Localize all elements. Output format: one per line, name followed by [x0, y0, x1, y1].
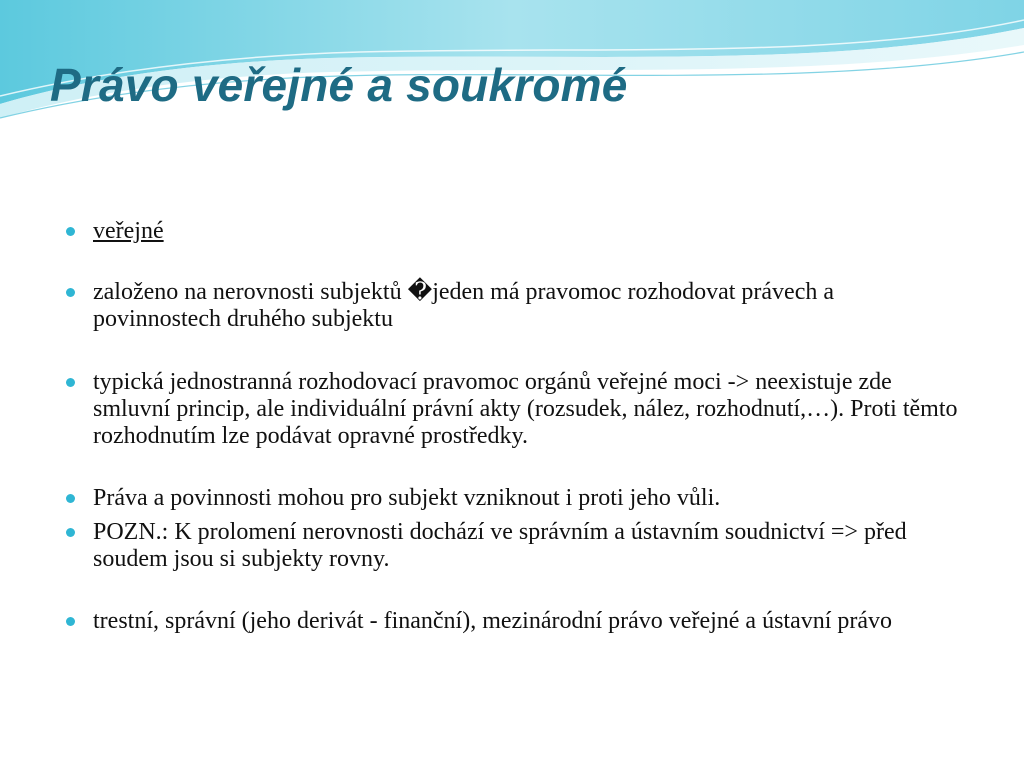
list-item-text: veřejné [93, 218, 164, 244]
list-item-text: Práva a povinnosti mohou pro subjekt vzniknout i proti jeho vůli. [93, 485, 721, 511]
list-item [66, 218, 966, 245]
list-item [66, 485, 966, 512]
list-item [66, 519, 966, 573]
bullet-icon [66, 528, 75, 537]
bullet-icon [66, 378, 75, 387]
list-item [66, 608, 966, 635]
bullet-icon [66, 494, 75, 503]
list-item-text: trestní, správní (jeho derivát - finanční), mezinárodní právo veřejné a ústavní právo [93, 608, 893, 634]
list-item [66, 369, 966, 450]
bullet-icon [66, 288, 75, 297]
bullet-icon [66, 617, 75, 626]
list-item-text: POZN.: K prolomení nerovnosti dochází ve správním a ústavním soudnictví => před soudem jsou si subjekty rovny. [93, 519, 907, 572]
list-item [66, 279, 966, 333]
list-item-text: založeno na nerovnosti subjektů �jeden má pravomoc rozhodovat právech a povinnostech druhého subjektu [93, 279, 835, 332]
slide-title: Právo veřejné a soukromé [50, 59, 628, 111]
list-item-text: typická jednostranná rozhodovací pravomoc orgánů veřejné moci -> neexistuje zde smluvní princip, ale individuální právní akty (rozsudek, nález, rozhodnutí,…). Proti těmto rozhodnutím lze podávat opravné prostředky. [93, 369, 958, 449]
bullet-icon [66, 227, 75, 236]
bullet-list [66, 218, 966, 635]
